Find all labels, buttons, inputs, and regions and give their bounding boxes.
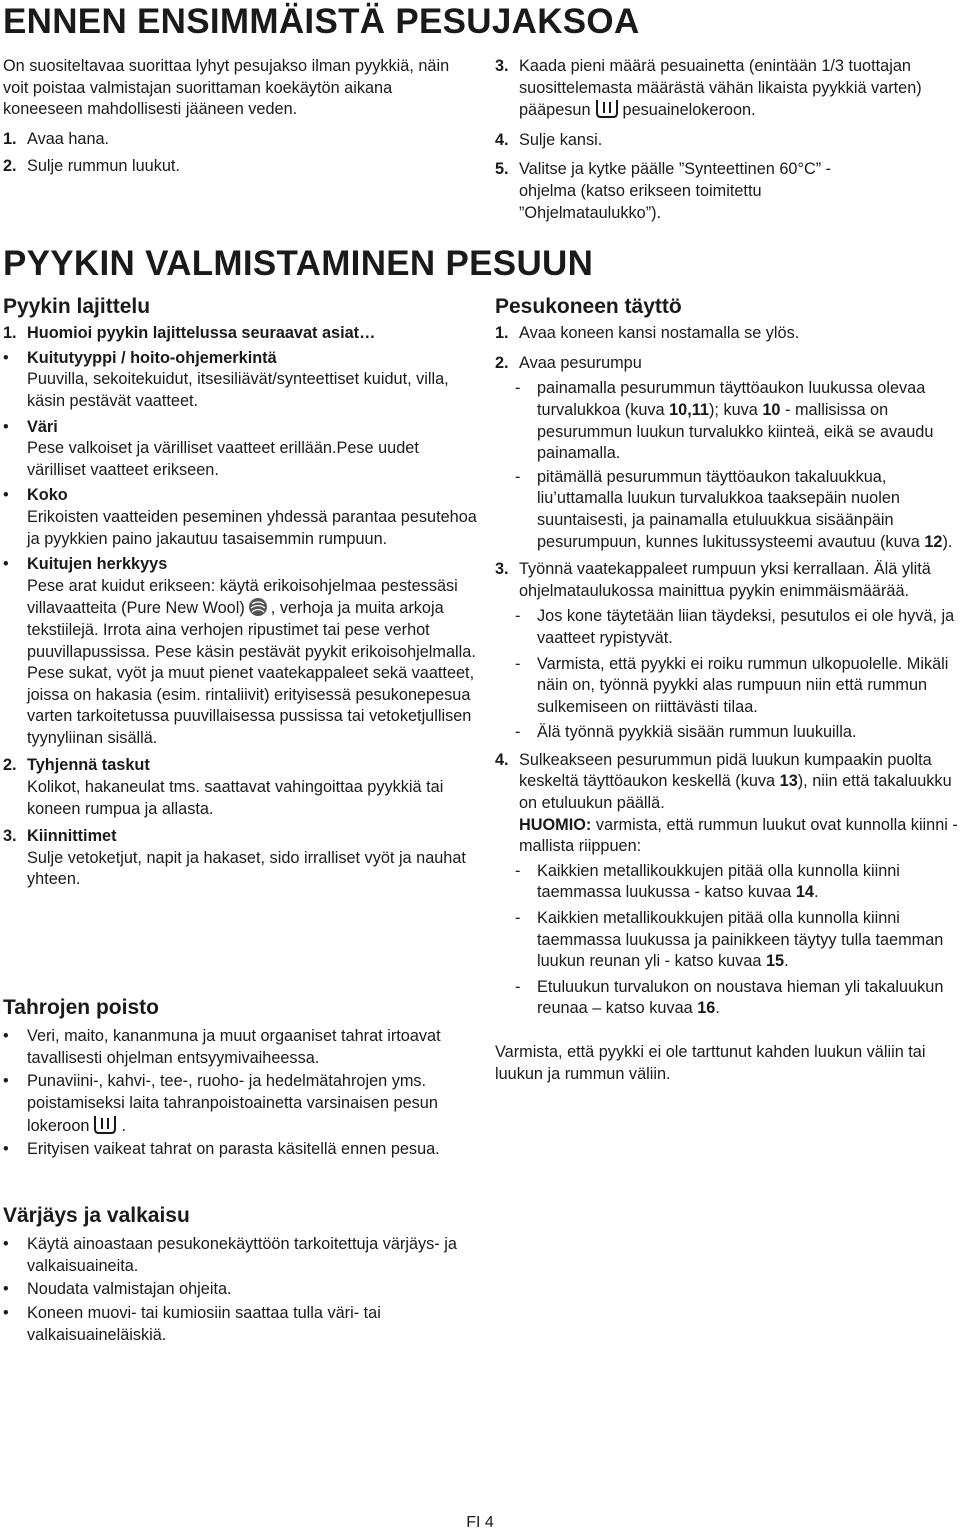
first-wash-left-column [3, 56, 479, 178]
first-wash-intro: On suositeltavaa suorittaa lyhyt pesujakso ilman pyykkiä, näin voit poistaa valmistajan suorittaman koekäytön aikana koneeseen mahdollisesti jääneen veden. [3, 57, 450, 119]
first-wash-step-3: 3. Kaada pieni määrä pesuainetta (enintään 1/3 tuottajan suosittelemasta määrästä vähän likaista pyykkiä varten) pääpesun pesuainelokeroon. [495, 57, 922, 120]
sorting-section [3, 294, 479, 891]
loading-step-3-note: - Jos kone täytetään liian täydeksi, pesutulos ei ole hyvä, ja vaatteet rypistyvät. [515, 607, 955, 647]
loading-title: Pesukoneen täyttö [495, 295, 682, 318]
sorting-fiber-item: • Kuitutyyppi / hoito-ohjemerkintä Puuvilla, sekoitekuidut, itsesiliävät/synteettiset kuidut, villa, käsin pestävät vaatteet. [3, 348, 449, 410]
sorting-size-item: • Koko Erikoisten vaatteiden peseminen yhdessä parantaa pesutehoa ja pyykkien paino jakautuu tasaisemmin rumpuun. [3, 486, 477, 548]
sorting-title: Pyykin lajittelu [3, 295, 151, 318]
first-wash-step-1: 1. Avaa hana. [3, 129, 110, 148]
dyeing-title: Värjäys ja valkaisu [3, 1204, 190, 1227]
page-number: FI 4 [466, 1514, 494, 1531]
loading-step-3-note: - Varmista, että pyykki ei roiku rummun ulkopuolelle. Mikäli näin on, työnnä pyykki alas rumpuun niin että rummun sulkemiseen on riittävästi tilaa. [515, 654, 949, 716]
dyeing-section [3, 1203, 479, 1346]
dyeing-item: • Koneen muovi- tai kumiosiin saattaa tulla väri- tai valkaisuaineläiskiä. [3, 1303, 381, 1344]
sorting-step-3: 3. Kiinnittimet Sulje vetoketjut, napit ja hakaset, sido irralliset vyöt ja nauhat yhteen. [3, 827, 466, 889]
sorting-step-2: 2. Tyhjennä taskut Kolikot, hakaneulat tms. saattavat vahingoittaa pyykkiä tai koneen rumpua ja allasta. [3, 756, 444, 818]
loading-section [495, 294, 960, 1085]
stain-item: • Punaviini-, kahvi-, tee-, ruoho- ja hedelmätahrojen yms. poistamiseksi laita tahranpoistoainetta varsinaisen pesun lokeroon . [3, 1072, 438, 1135]
main-wash-compartment-icon [93, 1115, 117, 1134]
sorting-delicacy-item: • Kuitujen herkkyys Pese arat kuidut erikseen: käytä erikoisohjelmaa pestessäsi villavaatteita (Pure New Wool) , verhoja ja muita arkoja tekstiilejä. Irrota aina verhojen ripustimet tai pese verhot puuvillapussissa. Pese käsin pestävät pyykit erikoisohjelmalla. Pese sukat, vyöt ja muut pienet vaatekappaleet sekä vaatteet, joissa on hakasia (esim. rintaliivit) erityisessä pesukonepesua varten tarkoitetussa puuvillaisessa pussissa tai vetoketjullisen tyynyliinan sisällä. [3, 555, 476, 747]
stain-item: • Erityisen vaikeat tahrat on parasta käsitellä ennen pesua. [3, 1140, 440, 1159]
sorting-step-1: 1. Huomioi pyykin lajittelussa seuraavat asiat… [3, 324, 376, 343]
loading-step-2-option: - painamalla pesurummun täyttöaukon luukussa olevaa turvalukkoa (kuva 10,11); kuva 10 - mallisissa on pesurummun luukun turvalukko kiinteä, eikä se avaudu painamalla. [515, 379, 934, 463]
note-label: HUOMIO: [519, 815, 592, 834]
loading-step-3: 3. Työnnä vaatekappaleet rumpuun yksi kerrallaan. Älä ylitä ohjelmataulukossa mainittua pyykin enimmäismäärää. [495, 560, 931, 600]
stain-item: • Veri, maito, kananmuna ja muut orgaaniset tahrat irtoavat tavallisesti ohjelman entsyymivaiheessa. [3, 1027, 441, 1067]
loading-step-4: 4. Sulkeakseen pesurummun pidä luukun kumpaakin puolta keskeltä täyttöaukon keskellä (kuva 13), niin että takaluukku on etuluukun päällä. HUOMIO: varmista, että rummun luukut ovat kunnolla kiinni - mallista riippuen: [495, 750, 958, 856]
loading-step-3-note: - Älä työnnä pyykkiä sisään rummun luukuilla. [515, 723, 857, 742]
first-wash-step-4: 4. Sulje kansi. [495, 130, 603, 149]
stain-removal-title: Tahrojen poisto [3, 996, 159, 1019]
first-wash-right-column [495, 56, 960, 224]
loading-closing-note: Varmista, että pyykki ei ole tarttunut kahden luukun väliin tai luukun ja rummun väliin. [495, 1043, 926, 1083]
sorting-color-item: • Väri Pese valkoiset ja värilliset vaatteet erillään.Pese uudet värilliset vaatteet erikseen. [3, 417, 419, 479]
main-wash-compartment-icon [595, 99, 619, 118]
stain-removal-section [3, 995, 479, 1161]
loading-step-2: 2. Avaa pesurumpu [495, 353, 642, 372]
loading-step-1: 1. Avaa koneen kansi nostamalla se ylös. [495, 324, 800, 343]
section-title-laundry-preparation: PYYKIN VALMISTAMINEN PESUUN [3, 244, 594, 283]
dyeing-item: • Käytä ainoastaan pesukonekäyttöön tarkoitettuja värjäys- ja valkaisuaineita. [3, 1235, 457, 1275]
loading-step-2-option: - pitämällä pesurummun täyttöaukon takaluukkua, liu’uttamalla luukun turvalukkoa taaksepäin nuolen suuntaisesti, ja painamalla etuluukkua sisäänpäin pesurumpuun, kunnes lukitussysteemi avautuu (kuva 12). [515, 467, 953, 551]
first-wash-step-2: 2. Sulje rummun luukut. [3, 157, 180, 176]
wool-icon [248, 597, 268, 617]
loading-step-4-option: - Etuluukun turvalukon on noustava hieman yli takaluukun reunaa – katso kuvaa 16. [515, 977, 944, 1018]
first-wash-step-5: 5. Valitse ja kytke päälle ”Synteettinen 60°C” - ohjelma (katso erikseen toimitettu ”Ohjelmataulukko”). [495, 160, 832, 222]
loading-step-4-option: - Kaikkien metallikoukkujen pitää olla kunnolla kiinni taemmassa luukussa - katso kuvaa 14. [515, 861, 900, 902]
section-title-before-first-wash: ENNEN ENSIMMÄISTÄ PESUJAKSOA [3, 2, 640, 41]
dyeing-item: • Noudata valmistajan ohjeita. [3, 1280, 232, 1299]
loading-step-4-option: - Kaikkien metallikoukkujen pitää olla kunnolla kiinni taemmassa luukussa ja painikkeen täytyy tulla taemman luukun reunan yli - katso kuvaa 15. [515, 909, 944, 971]
